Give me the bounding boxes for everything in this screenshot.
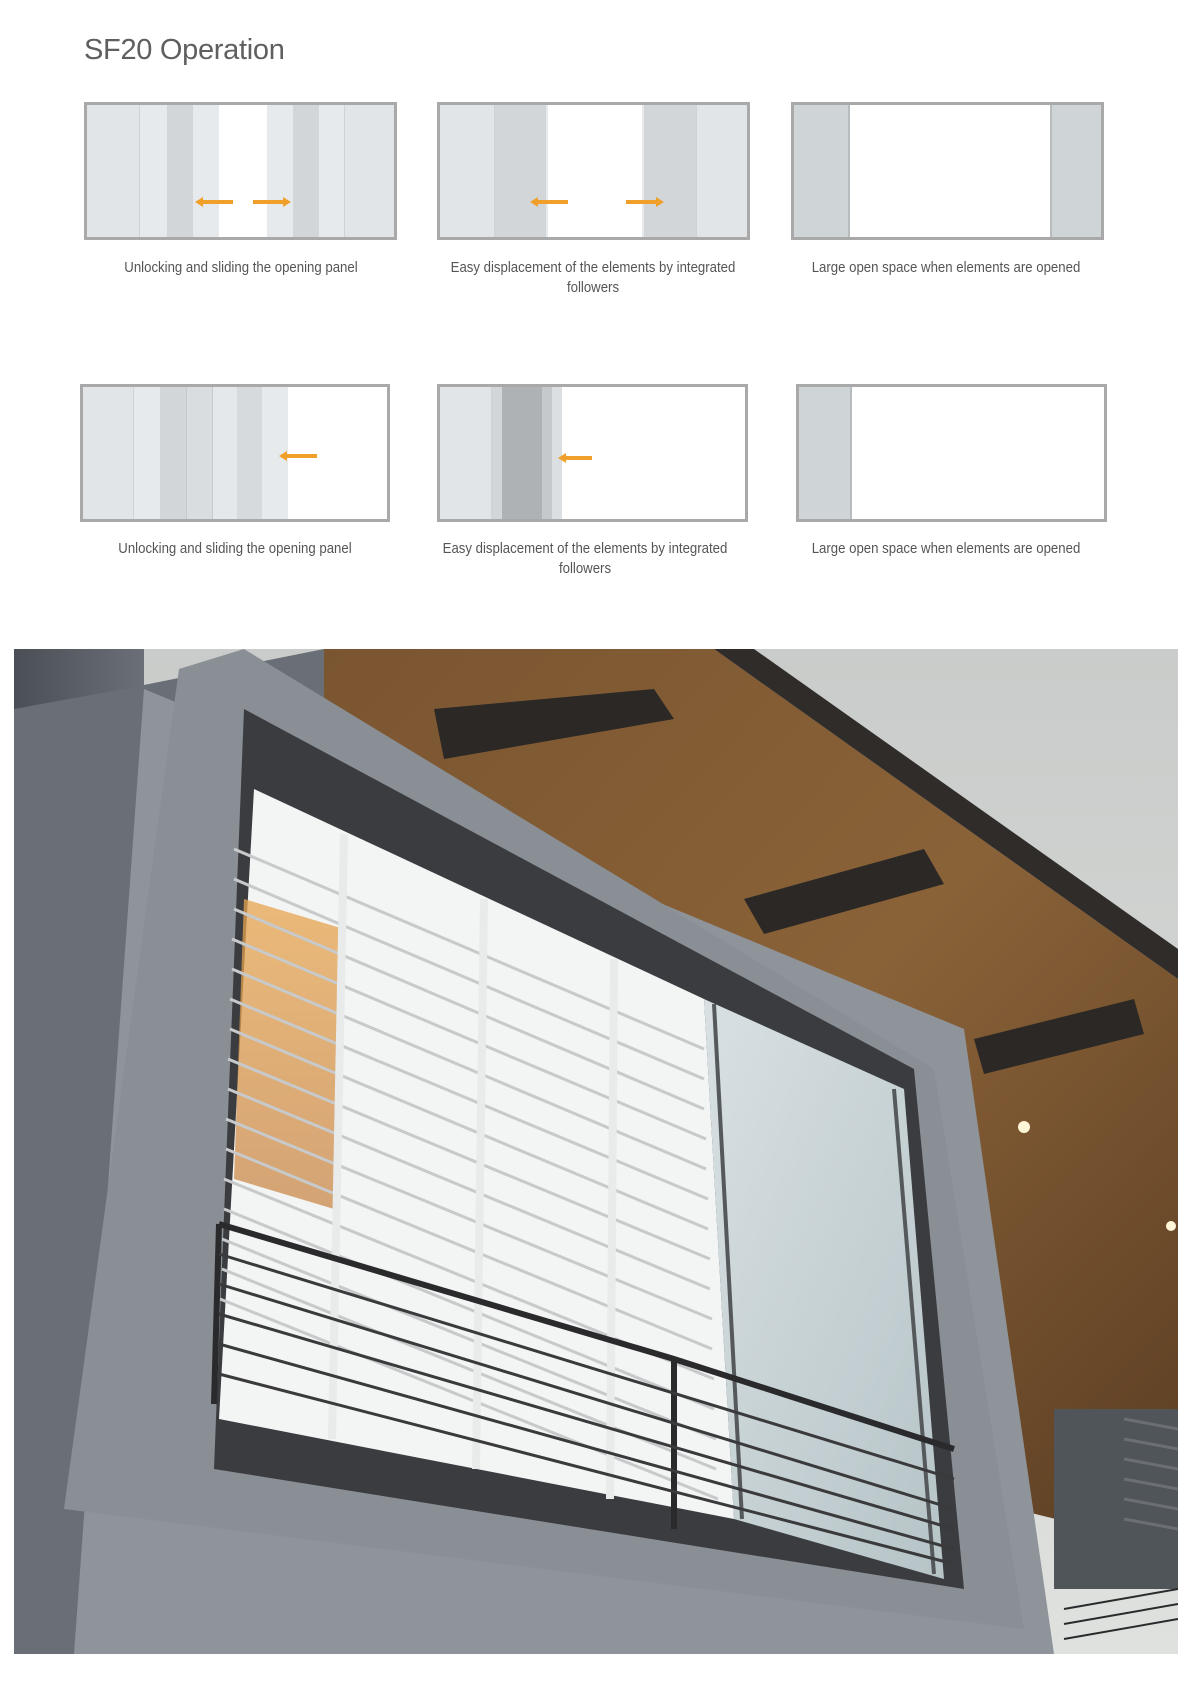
caption-row2-1: Unlocking and sliding the opening panel: [118, 540, 352, 557]
right-arrow-icon: [624, 196, 664, 208]
diagram-row1-displacement: [437, 102, 750, 240]
building-facade-photo: [14, 649, 1178, 1654]
caption-row1-1: Unlocking and sliding the opening panel: [124, 259, 358, 276]
left-arrow-icon: [530, 196, 570, 208]
diagram-row2-unlock: [80, 384, 390, 522]
right-arrow-icon: [251, 196, 291, 208]
diagram-row2-open: [796, 384, 1107, 522]
diagram-row2-displacement: [437, 384, 748, 522]
caption-row2-2: Easy displacement of the elements by integrated followers: [442, 540, 728, 577]
diagram-row1-open: [791, 102, 1104, 240]
left-arrow-icon: [195, 196, 235, 208]
left-arrow-icon: [279, 450, 319, 462]
caption-row1-2: Easy displacement of the elements by integrated followers: [450, 259, 736, 296]
left-arrow-icon: [558, 452, 594, 464]
caption-row1-3: Large open space when elements are opened: [811, 259, 1081, 276]
diagram-row1-unlock: [84, 102, 397, 240]
page-title: SF20 Operation: [84, 34, 285, 66]
caption-row2-3: Large open space when elements are opened: [811, 540, 1081, 557]
